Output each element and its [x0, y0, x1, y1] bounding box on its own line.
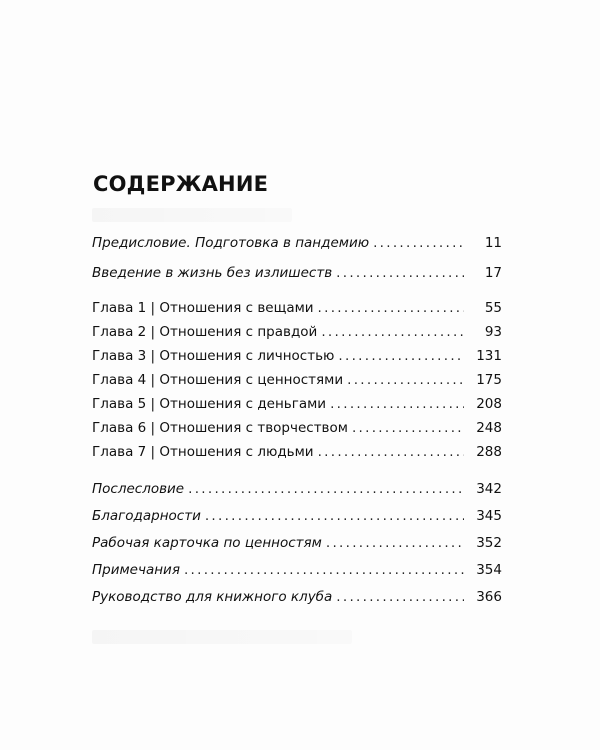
toc-entry [92, 441, 502, 463]
dot-leader [184, 559, 464, 581]
toc-entry [92, 297, 502, 319]
toc-entry [92, 345, 502, 367]
dot-leader [373, 232, 464, 254]
dot-leader [205, 505, 464, 527]
dot-leader [318, 441, 464, 463]
toc-entry [92, 505, 502, 527]
toc-entry [92, 586, 502, 608]
dot-leader [338, 345, 464, 367]
toc-entry-page: 17 [484, 265, 502, 281]
dot-leader [321, 321, 464, 343]
toc-entry [92, 232, 502, 254]
toc-entry [92, 417, 502, 439]
toc-entry-title: Рабочая карточка по ценностям [92, 535, 322, 551]
toc-entry [92, 478, 502, 500]
dot-leader [347, 369, 464, 391]
dot-leader [330, 393, 464, 415]
toc-entry [92, 559, 502, 581]
toc-entry-page: 55 [484, 300, 502, 316]
toc-entry-page: 352 [476, 535, 502, 551]
toc-entry-title: Глава 4 | Отношения с ценностями [92, 372, 344, 388]
toc-entry-title: Примечания [92, 562, 180, 578]
toc-entry-page: 342 [476, 481, 502, 497]
toc-entry-page: 131 [476, 348, 502, 364]
toc-entry-title: Введение в жизнь без излишеств [92, 265, 333, 281]
toc-entry-title: Глава 3 | Отношения с личностью [92, 348, 335, 364]
toc-entry-title: Послесловие [92, 481, 185, 497]
page-title: СОДЕРЖАНИЕ [93, 172, 269, 196]
toc-entry [92, 262, 502, 284]
dot-leader [336, 586, 464, 608]
dot-leader [352, 417, 464, 439]
toc-entry-page: 208 [476, 396, 502, 412]
toc-entry-page: 175 [476, 372, 502, 388]
toc-entry-title: Глава 2 | Отношения с правдой [92, 324, 318, 340]
dot-leader [326, 532, 464, 554]
toc-entry-title: Глава 7 | Отношения с людьми [92, 444, 314, 460]
toc-entry-page: 366 [476, 589, 502, 605]
toc-entry [92, 369, 502, 391]
toc-entry [92, 321, 502, 343]
toc-entry-page: 248 [476, 420, 502, 436]
toc-entry [92, 532, 502, 554]
toc-entry-title: Предисловие. Подготовка в пандемию [92, 235, 370, 251]
show-through-band [92, 630, 352, 644]
toc-entry-title: Глава 6 | Отношения с творчеством [92, 420, 348, 436]
dot-leader [318, 297, 464, 319]
toc-entry-page: 11 [484, 235, 502, 251]
toc-entry-page: 288 [476, 444, 502, 460]
toc-entry-title: Глава 1 | Отношения с вещами [92, 300, 314, 316]
toc-entry-title: Руководство для книжного клуба [92, 589, 333, 605]
toc-entry-page: 354 [476, 562, 502, 578]
toc-entry-title: Глава 5 | Отношения с деньгами [92, 396, 327, 412]
dot-leader [336, 262, 464, 284]
toc-entry-page: 345 [476, 508, 502, 524]
dot-leader [188, 478, 464, 500]
toc-entry [92, 393, 502, 415]
toc-entry-page: 93 [484, 324, 502, 340]
toc-entry-title: Благодарности [92, 508, 201, 524]
